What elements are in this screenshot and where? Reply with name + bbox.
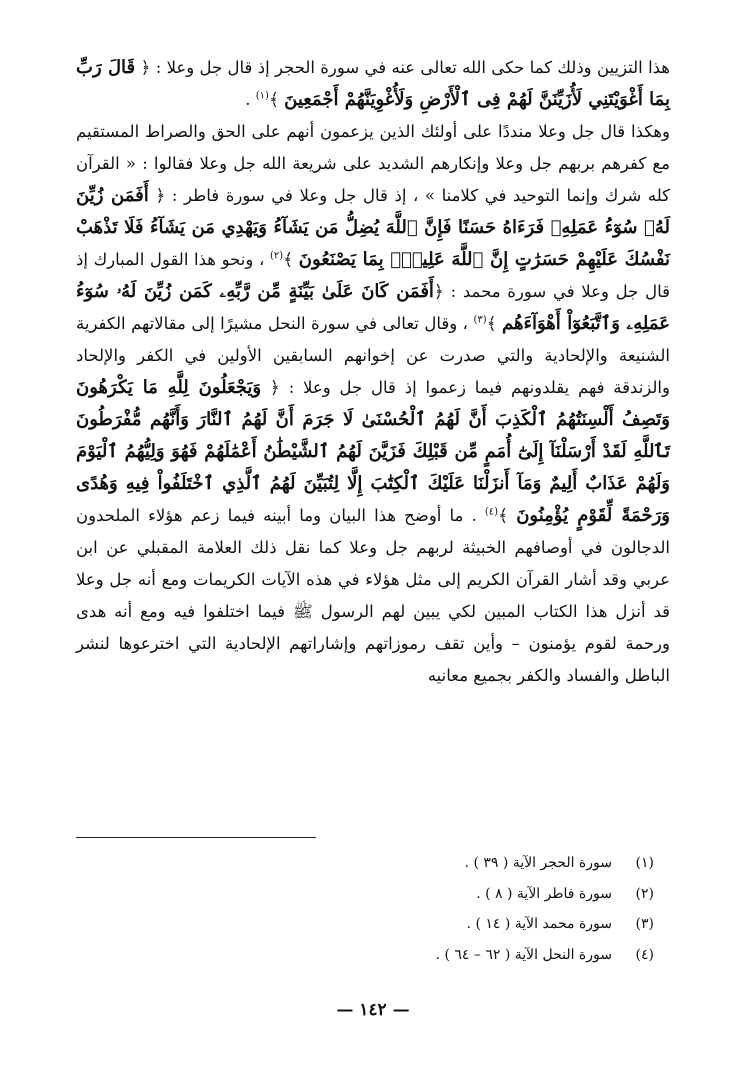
footnote-separator	[76, 837, 316, 838]
footnote-ref-2: (٢)	[269, 250, 284, 262]
p3-text: ، ونحو هذا القول المبارك إذ قال جل وعلا في سورة محمد :	[76, 250, 670, 301]
footnote-3	[76, 909, 670, 940]
p4-text: ، وقال تعالى في سورة النحل مشيرًا إلى مقالاتهم الكفرية الشنيعة والإلحادية والتي صدرت عن إخوانهم السابقين الأولين في الكفر والإلحاد والزندقة فهم يقلدونهم فيما زعموا إذ قال جل وعلا :	[76, 314, 670, 397]
paragraph-1: هذا التزيين وذلك كما حكى الله تعالى عنه في سورة الحجر إذ قال جل وعلا : ﴿ قَالَ رَبِّ بِمَا أَغْوَيْتَنِي لَأُزَيِّنَنَّ لَهُمْ فِى ٱلْأَرْضِ وَلَأُغْوِيَنَّهُمْ أَجْمَعِينَ ﴾$^{(١)}$ .	[76, 57, 671, 110]
quran-verse-muhammad: أَفَمَن كَانَ عَلَىٰ بَيِّنَةٍ مِّن رَّبِّهِۦ كَمَن زُيِّنَ لَهُۥ سُوٓءُ عَمَلِهِۦ وَٱتَّبَعُوٓاْ أَهْوَآءَهُم	[76, 281, 670, 334]
footnote-ref-1: (١)	[255, 90, 269, 102]
footnote-text: سورة محمد الآية ( ١٤ ) .	[466, 916, 612, 932]
footnote-ref-4: (٤)	[484, 506, 499, 518]
footnote-text: سورة فاطر الآية ( ٨ ) .	[476, 885, 612, 902]
paragraph-2	[76, 116, 670, 692]
quran-verse-fatir: أَفَمَن زُيِّنَ لَهُۥ سُوٓءُ عَمَلِهِۦ فَرَءَاهُ حَسَنًا فَإِنَّ ٱللَّهَ يُضِلُّ مَن يَشَآءُ وَيَهْدِي مَن يَشَآءُ فَلَا تَذْهَبْ نَفْسُكَ عَلَيْهِمْ حَسَرَٰتٍ إِنَّ ٱللَّهَ عَلِيمٌۢ بِمَا يَصْنَعُونَ	[76, 185, 670, 270]
footnote-number: (٤)	[635, 946, 654, 963]
footnote-number: (١)	[635, 855, 654, 871]
p1-intro: هذا التزيين وذلك كما حكى الله تعالى عنه في سورة الحجر إذ قال جل وعلا :	[155, 58, 671, 77]
ornate-bracket-open: ﴿	[155, 186, 166, 206]
p2-text: وهكذا قال جل وعلا منددًا على أولئك الذين يزعمون أنهم على الحق والصراط المستقيم مع كفرهم بربهم جل وعلا وإنكارهم الشديد على شريعة الله جل وعلا فقالوا : « القرآن كله شرك وإنما التوحيد في كلامنا » ، إذ قال جل وعلا في سورة فاطر :	[76, 122, 671, 205]
ornate-bracket-close: ﴾	[268, 90, 279, 110]
ornate-bracket-open: ﴿	[433, 282, 444, 302]
ornate-bracket-close: ﴾	[498, 506, 509, 526]
footnote-text: سورة النحل الآية ( ٦٢ – ٦٤ ) .	[435, 946, 612, 963]
footnote-text: سورة الحجر الآية ( ٣٩ ) .	[464, 855, 612, 871]
ornate-bracket-open: ﴿	[269, 378, 280, 398]
footnote-4	[76, 940, 670, 971]
footnote-ref-3: (٣)	[473, 314, 487, 326]
quran-verse-nahl: وَيَجْعَلُونَ لِلَّهِ مَا يَكْرَهُونَ وَتَصِفُ أَلْسِنَتُهُمُ ٱلْكَذِبَ أَنَّ لَهُمُ ٱلْحُسْنَىٰ لَا جَرَمَ أَنَّ لَهُمُ ٱلنَّارَ وَأَنَّهُم مُّفْرَطُونَ تَٱللَّهِ لَقَدْ أَرْسَلْنَآ إِلَىٰٓ أُمَمٍ مِّن قَبْلِكَ فَزَيَّنَ لَهُمُ ٱلشَّيْطَٰنُ أَعْمَٰلَهُمْ فَهُوَ وَلِيُّهُمُ ٱلْيَوْمَ وَلَهُمْ عَذَابٌ أَلِيمٌ وَمَآ أَنزَلْنَا عَلَيْكَ ٱلْكِتَٰبَ إِلَّا لِتُبَيِّنَ لَهُمُ ٱلَّذِي ٱخْتَلَفُواْ فِيهِ وَهُدًى وَرَحْمَةً لِّقَوْمٍ يُؤْمِنُونَ	[76, 377, 670, 526]
ornate-bracket-close: ﴾	[283, 250, 294, 270]
footnote-number: (٣)	[635, 916, 654, 932]
footnotes	[76, 848, 670, 970]
footnote-1	[76, 848, 670, 879]
ornate-bracket-open: ﴿	[140, 58, 151, 78]
body-text	[76, 52, 670, 692]
page-number: — ١٤٢ —	[336, 1000, 410, 1020]
footnote-2	[76, 879, 670, 910]
quran-verse-hijr: قَالَ رَبِّ بِمَا أَغْوَيْتَنِي لَأُزَيِّنَنَّ لَهُمْ فِى ٱلْأَرْضِ وَلَأُغْوِيَنَّهُمْ أَجْمَعِينَ	[76, 57, 670, 110]
footnote-number: (٢)	[635, 885, 654, 902]
page-body	[76, 52, 670, 692]
p5-text: . ما أوضح هذا البيان وما أبينه فيما زعم هؤلاء الملحدون الدجالون في أوصافهم الخبيثة لربهم جل وعلا كما نقل ذلك العلامة المقبلي عن ابن عربي وقد أشار القرآن الكريم إلى مثل هؤلاء في هذه الآيات الكريمات ومع أنه جل وعلا قد أنزل هذا الكتاب المبين لكي يبين لهم الرسول ﷺ فيما اختلفوا فيه ومع أنه هدى ورحمة لقوم يؤمنون – وأين تقف رموزاتهم وإشاراتهم الإلحادية التي اخترعوها لنشر الباطل والفساد والكفر بجميع معانيه	[76, 506, 670, 685]
ornate-bracket-close: ﴾	[486, 314, 497, 334]
